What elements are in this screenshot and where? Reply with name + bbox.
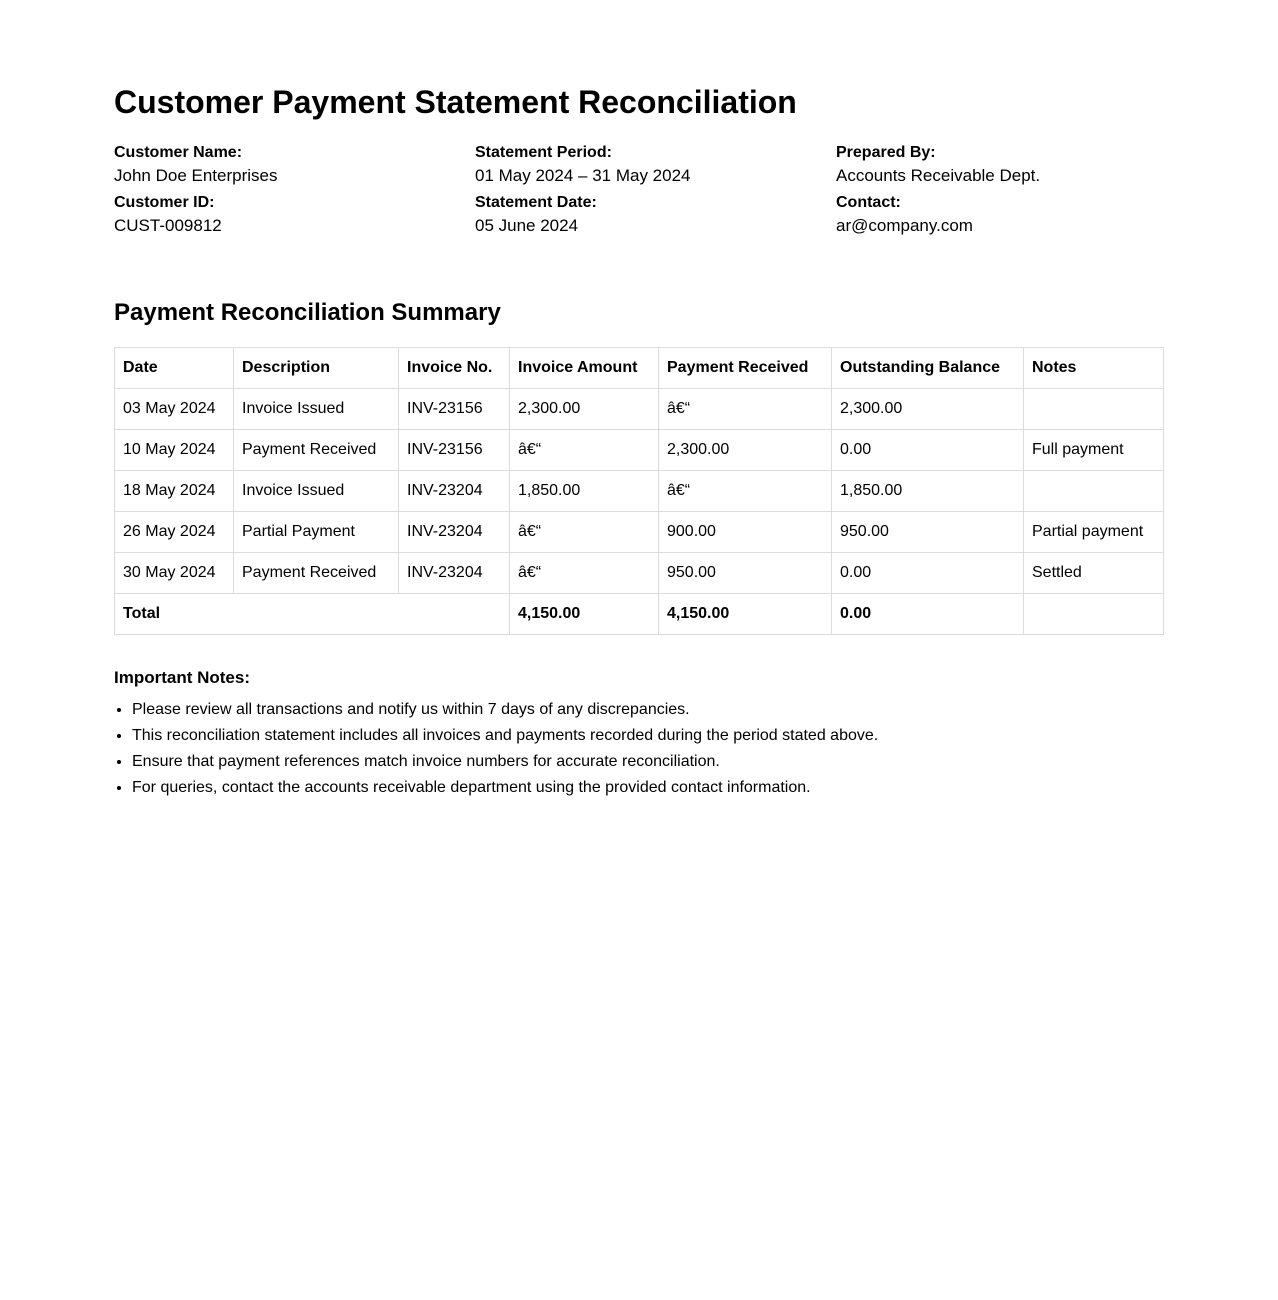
cell-description: Payment Received <box>234 553 399 594</box>
table-row <box>115 512 1164 553</box>
statement-date-label: Statement Date: <box>475 194 597 211</box>
cell-notes <box>1024 389 1164 430</box>
table-row <box>115 389 1164 430</box>
cell-invoice-no: INV-23156 <box>399 389 510 430</box>
page-title: Customer Payment Statement Reconciliation <box>114 84 797 120</box>
statement-date-value: 05 June 2024 <box>475 216 579 235</box>
total-outstanding-balance: 0.00 <box>832 594 1024 635</box>
cell-invoice-no: INV-23204 <box>399 471 510 512</box>
meta-column-customer <box>114 142 475 242</box>
cell-payment-received: 900.00 <box>659 512 832 553</box>
prepared-by-label: Prepared By: <box>836 144 936 161</box>
cell-invoice-no: INV-23204 <box>399 512 510 553</box>
cell-notes: Full payment <box>1024 430 1164 471</box>
cell-payment-received: 2,300.00 <box>659 430 832 471</box>
contact-value: ar@company.com <box>836 216 973 235</box>
cell-outstanding-balance: 950.00 <box>832 512 1024 553</box>
statement-period-value: 01 May 2024 – 31 May 2024 <box>475 166 691 185</box>
cell-notes: Partial payment <box>1024 512 1164 553</box>
statement-period-label: Statement Period: <box>475 144 612 161</box>
cell-date: 18 May 2024 <box>115 471 234 512</box>
list-item: • Please review all transactions and notify us within 7 days of any discrepancies. <box>132 697 1164 723</box>
column-header-description: Description <box>234 348 399 389</box>
total-notes <box>1024 594 1164 635</box>
total-label: Total <box>115 594 510 635</box>
customer-name-value: John Doe Enterprises <box>114 166 278 185</box>
column-header-date: Date <box>115 348 234 389</box>
cell-invoice-amount: â€“ <box>510 553 659 594</box>
cell-description: Partial Payment <box>234 512 399 553</box>
cell-payment-received: â€“ <box>659 471 832 512</box>
cell-date: 26 May 2024 <box>115 512 234 553</box>
customer-id-value: CUST-009812 <box>114 216 222 235</box>
table-row <box>115 430 1164 471</box>
cell-payment-received: â€“ <box>659 389 832 430</box>
cell-invoice-amount: â€“ <box>510 512 659 553</box>
cell-outstanding-balance: 0.00 <box>832 430 1024 471</box>
customer-name-label: Customer Name: <box>114 144 243 161</box>
total-payment-received: 4,150.00 <box>659 594 832 635</box>
cell-payment-received: 950.00 <box>659 553 832 594</box>
list-item: • For queries, contact the accounts receivable department using the provided contact information. <box>132 775 1164 801</box>
table-total-row <box>115 594 1164 635</box>
column-header-outstanding-balance: Outstanding Balance <box>832 348 1024 389</box>
cell-description: Invoice Issued <box>234 471 399 512</box>
statement-page <box>114 0 1164 801</box>
cell-invoice-no: INV-23156 <box>399 430 510 471</box>
cell-notes <box>1024 471 1164 512</box>
total-invoice-amount: 4,150.00 <box>510 594 659 635</box>
table-header-row <box>115 348 1164 389</box>
cell-date: 30 May 2024 <box>115 553 234 594</box>
prepared-by-value: Accounts Receivable Dept. <box>836 166 1041 185</box>
customer-id-label: Customer ID: <box>114 194 215 211</box>
contact-label: Contact: <box>836 194 901 211</box>
meta-column-preparer <box>836 142 1164 242</box>
cell-description: Invoice Issued <box>234 389 399 430</box>
notes-heading: Important Notes: <box>114 668 250 687</box>
column-header-invoice-no: Invoice No. <box>399 348 510 389</box>
table-row <box>115 471 1164 512</box>
column-header-invoice-amount: Invoice Amount <box>510 348 659 389</box>
cell-invoice-amount: â€“ <box>510 430 659 471</box>
notes-list <box>114 697 1164 801</box>
cell-invoice-amount: 2,300.00 <box>510 389 659 430</box>
cell-date: 03 May 2024 <box>115 389 234 430</box>
table-row <box>115 553 1164 594</box>
cell-invoice-no: INV-23204 <box>399 553 510 594</box>
cell-outstanding-balance: 2,300.00 <box>832 389 1024 430</box>
reconciliation-table <box>114 347 1164 635</box>
meta-column-period <box>475 142 836 242</box>
cell-outstanding-balance: 1,850.00 <box>832 471 1024 512</box>
statement-meta <box>114 142 1164 242</box>
cell-outstanding-balance: 0.00 <box>832 553 1024 594</box>
list-item: • Ensure that payment references match invoice numbers for accurate reconciliation. <box>132 749 1164 775</box>
cell-invoice-amount: 1,850.00 <box>510 471 659 512</box>
cell-date: 10 May 2024 <box>115 430 234 471</box>
cell-notes: Settled <box>1024 553 1164 594</box>
column-header-payment-received: Payment Received <box>659 348 832 389</box>
summary-heading: Payment Reconciliation Summary <box>114 299 501 326</box>
list-item: • This reconciliation statement includes all invoices and payments recorded during the period stated above. <box>132 723 1164 749</box>
cell-description: Payment Received <box>234 430 399 471</box>
column-header-notes: Notes <box>1024 348 1164 389</box>
